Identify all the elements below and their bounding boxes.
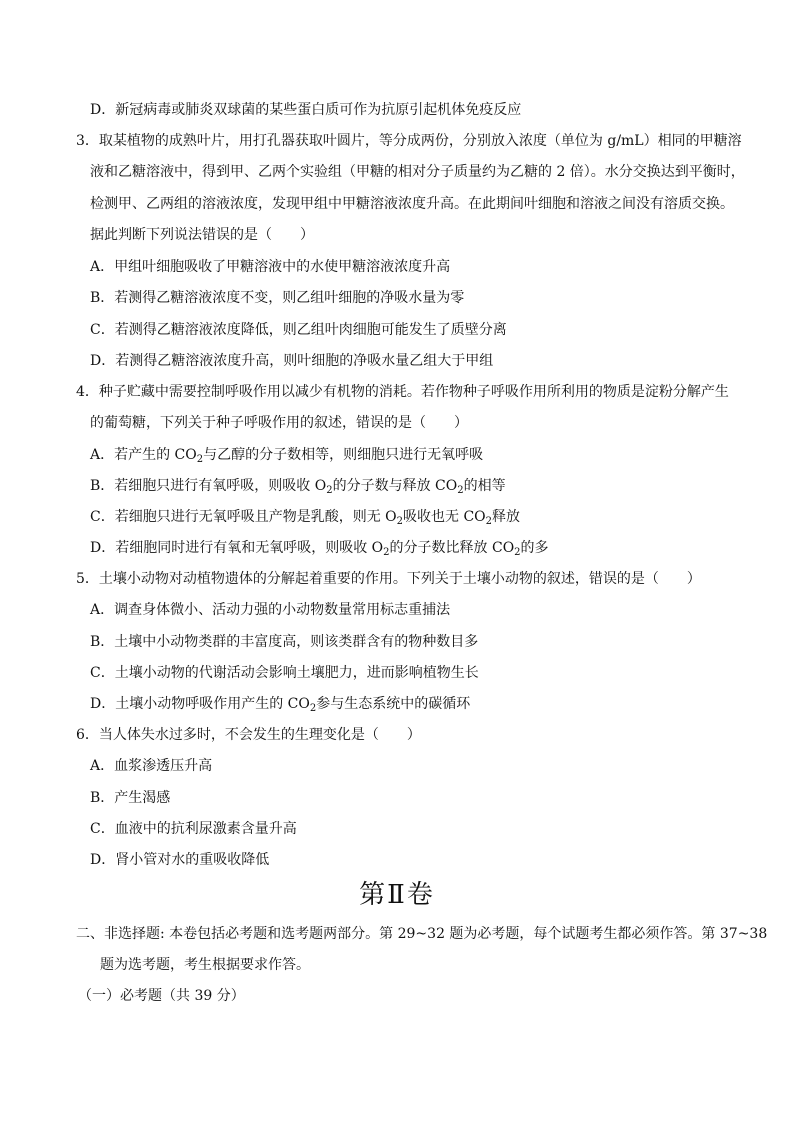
q4-option-a-text-1: A．若产生的 CO — [90, 447, 197, 463]
q3-stem-line-4: 据此判断下列说法错误的是（ ） — [90, 227, 314, 243]
q4-option-d-text-3: 的多 — [520, 540, 549, 556]
q6-option-d: D．肾小管对水的重吸收降低 — [90, 852, 270, 868]
section-intro-line-1: 二、非选择题: 本卷包括必考题和选考题两部分。第 29~32 题为必考题，每个试题考生都必须作答。第 37~38 — [76, 926, 768, 942]
q3-stem-line-3: 检测甲、乙两组的溶液浓度，发现甲组中甲糖溶液浓度升高。在此期间叶细胞和溶液之间没有溶质交换。 — [90, 196, 734, 212]
part-heading: （一）必考题（共 39 分） — [78, 988, 245, 1004]
q5-option-d — [90, 694, 470, 716]
section-intro-line-2: 题为选考题，考生根据要求作答。 — [100, 957, 310, 973]
q4-option-c — [90, 507, 520, 529]
q3-option-a: A．甲组叶细胞吸收了甲糖溶液中的水使甲糖溶液浓度升高 — [90, 259, 451, 275]
q3-stem-line-2: 液和乙糖溶液中，得到甲、乙两个实验组（甲糖的相对分子质量约为乙糖的 2 倍）。水分交换达到平衡时， — [90, 164, 745, 180]
subscript: 2 — [514, 547, 521, 558]
subscript: 2 — [326, 485, 333, 496]
q6-option-b: B．产生渴感 — [90, 790, 171, 806]
q4-option-c-text-1: C．若细胞只进行无氧呼吸且产物是乳酸，则无 O — [90, 509, 397, 525]
q4-option-a-text-2: 与乙醇的分子数相等，则细胞只进行无氧呼吸 — [203, 447, 484, 463]
q3-option-c: C．若测得乙糖溶液浓度降低，则乙组叶肉细胞可能发生了质壁分离 — [90, 322, 507, 338]
q3-option-b: B．若测得乙糖溶液浓度不变，则乙组叶细胞的净吸水量为零 — [90, 290, 465, 306]
q4-option-c-text-2: 吸收也无 CO — [403, 509, 486, 525]
q4-option-b-text-2: 的分子数与释放 CO — [332, 478, 458, 494]
q6-option-c: C．血液中的抗利尿激素含量升高 — [90, 821, 297, 837]
q5-option-d-text-2: 参与生态系统中的碳循环 — [316, 696, 471, 712]
q4-option-b-text-3: 的相等 — [463, 478, 506, 494]
q5-stem: 5．土壤小动物对动植物遗体的分解起着重要的作用。下列关于土壤小动物的叙述，错误的是（ ） — [76, 571, 701, 587]
subscript: 2 — [383, 547, 390, 558]
q4-option-d — [90, 538, 549, 560]
q4-stem-line-1: 4．种子贮藏中需要控制呼吸作用以减少有机物的消耗。若作物种子呼吸作用所利用的物质是淀粉分解产生 — [76, 384, 729, 400]
q5-option-b: B．土壤中小动物类群的丰富度高，则该类群含有的物种数目多 — [90, 634, 479, 650]
q6-stem: 6．当人体失水过多时，不会发生的生理变化是（ ） — [76, 727, 421, 743]
q5-option-d-text-1: D．土壤小动物呼吸作用产生的 CO — [90, 696, 310, 712]
q4-option-d-text-2: 的分子数比释放 CO — [389, 540, 515, 556]
subscript: 2 — [309, 703, 317, 714]
subscript: 2 — [485, 516, 493, 527]
q4-option-c-text-3: 释放 — [492, 509, 521, 525]
q5-option-c: C．土壤小动物的代谢活动会影响土壤肥力，进而影响植物生长 — [90, 665, 479, 681]
subscript: 2 — [457, 485, 464, 496]
q2-option-d: D．新冠病毒或肺炎双球菌的某些蛋白质可作为抗原引起机体免疫反应 — [90, 102, 522, 118]
subscript: 2 — [396, 516, 404, 527]
subscript: 2 — [196, 454, 204, 465]
q4-option-b — [90, 476, 506, 498]
q4-option-b-text-1: B．若细胞只进行有氧呼吸，则吸收 O — [90, 478, 327, 494]
q4-stem-line-2: 的葡萄糖，下列关于种子呼吸作用的叙述，错误的是（ ） — [90, 415, 468, 431]
q6-option-a: A．血浆渗透压升高 — [90, 758, 213, 774]
q5-option-a: A．调查身体微小、活动力强的小动物数量常用标志重捕法 — [90, 602, 451, 618]
q4-option-d-text-1: D．若细胞同时进行有氧和无氧呼吸，则吸收 O — [90, 540, 384, 556]
q4-option-a — [90, 445, 483, 467]
q3-stem-line-1: 3．取某植物的成熟叶片，用打孔器获取叶圆片，等分成两份，分别放入浓度（单位为 g/mL）相同的甲糖溶 — [76, 133, 742, 149]
q3-option-d: D．若测得乙糖溶液浓度升高，则叶细胞的净吸水量乙组大于甲组 — [90, 353, 494, 369]
section-title: 第Ⅱ卷 — [359, 880, 435, 910]
